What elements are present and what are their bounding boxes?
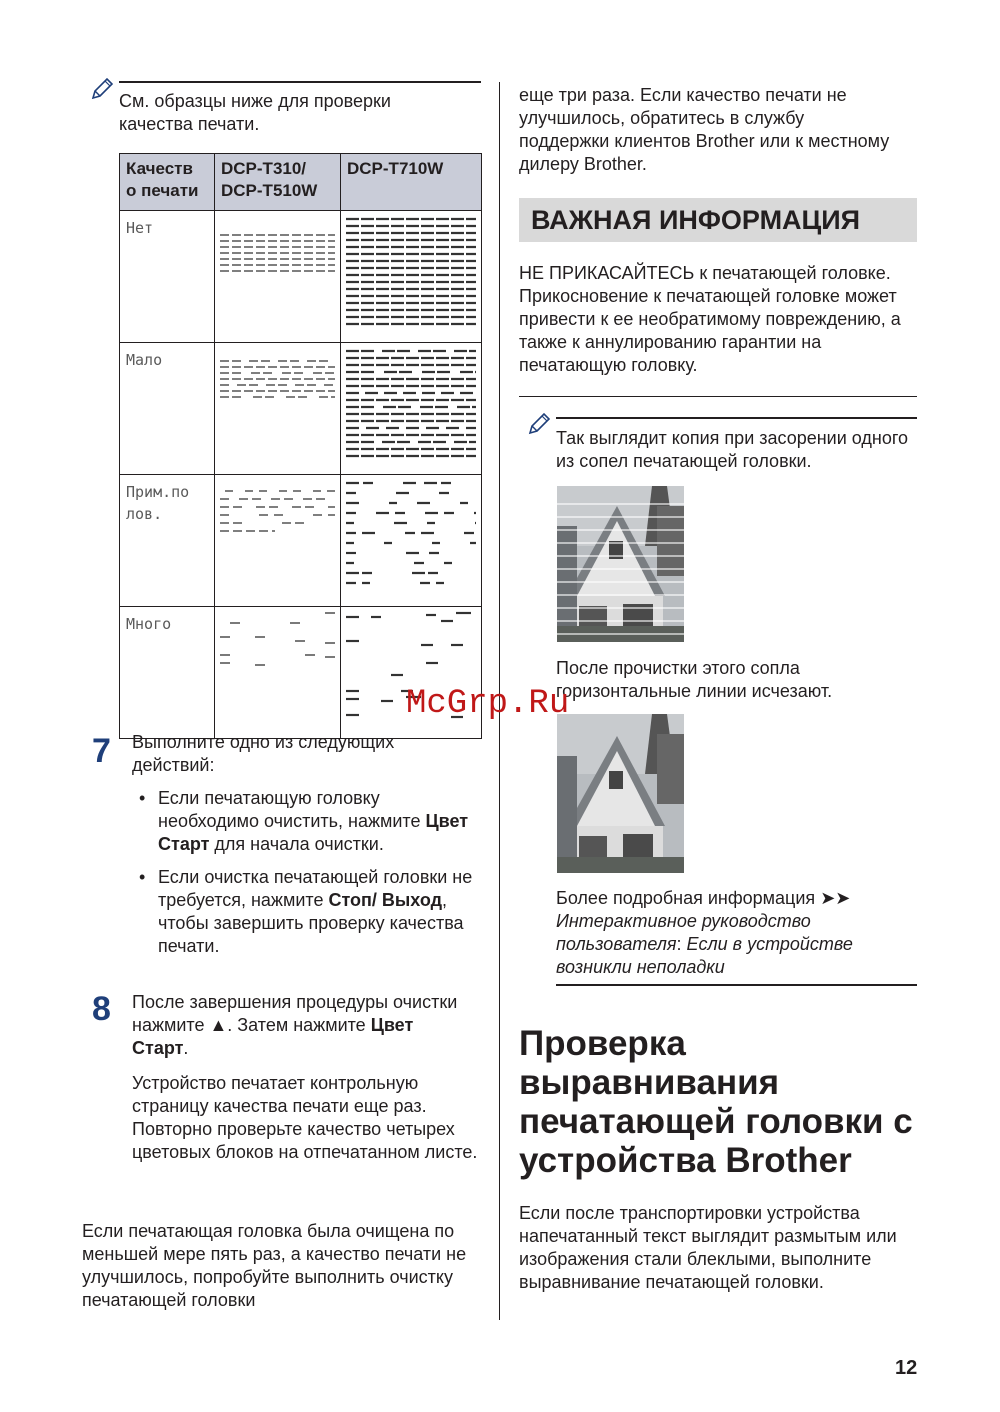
header-quality: Качеств о печати <box>120 154 215 211</box>
row-label-many: Много <box>120 607 215 739</box>
pattern-cell <box>341 343 482 475</box>
house-photo-with-lines <box>557 486 684 642</box>
bullet1-text: Если печатающую головку необходимо очистить, нажмите <box>158 788 426 831</box>
test-pattern-few-large <box>341 343 481 461</box>
pencil-note-icon <box>526 411 552 437</box>
important-title: ВАЖНАЯ ИНФОРМАЦИЯ <box>531 205 861 235</box>
section-title: Проверка выравнивания печатающей головки с устройства Brother <box>519 1024 913 1180</box>
header-dcp-t710: DCP-T710W <box>341 154 482 211</box>
note-top-rule <box>556 417 917 419</box>
important-banner <box>519 198 917 242</box>
page-number: 12 <box>895 1357 918 1379</box>
test-pattern-half-small <box>215 475 340 593</box>
step8-key-color-start: Цвет Старт <box>132 1015 414 1058</box>
pattern-cell <box>215 475 341 607</box>
test-pattern-few-small <box>215 343 340 461</box>
right-note-text-1: Так выглядит копия при засорении одного из сопел печатающей головки. <box>556 428 909 471</box>
pattern-cell <box>215 607 341 739</box>
step7-bullet-2 <box>158 866 482 958</box>
note-top-rule <box>119 81 481 83</box>
house-photo-clean <box>557 714 684 873</box>
header-dcp-t310: DCP-T310/ DCP-T510W <box>215 154 341 211</box>
row-label-half: Прим.по лов. <box>120 475 215 607</box>
more-info-topic: Если в устройстве возникли неполадки <box>556 934 853 977</box>
table-row <box>120 475 482 607</box>
pattern-cell <box>341 475 482 607</box>
pattern-cell <box>215 211 341 343</box>
right-note-text-2: После прочистки этого сопла горизонтальные линии исчезают. <box>556 658 833 701</box>
test-pattern-half-large <box>341 475 481 593</box>
table-row <box>120 211 482 343</box>
bullet-dot: • <box>139 788 146 808</box>
bullet1-key-color-start: Цвет Старт <box>158 811 469 854</box>
right-top-paragraph: еще три раза. Если качество печати не улучшилось, обратитесь в службу поддержки клиентов Brother или к местному дилеру Brother. <box>519 85 890 174</box>
watermark: McGrp.Ru <box>406 685 570 723</box>
bullet2-key-stop-exit: Стоп/ Выход <box>328 890 443 910</box>
step8-text <box>132 991 462 1060</box>
double-arrow-icon: ➤➤ <box>820 888 851 908</box>
left-note-text: См. образцы ниже для проверки качества печати. <box>119 91 391 134</box>
important-bottom-rule <box>519 396 917 397</box>
section-text: Если после транспортировки устройства напечатанный текст выглядит размытым или изображения стали блеклыми, выполните выравнивание печатающей головки. <box>519 1203 897 1292</box>
pattern-cell <box>215 343 341 475</box>
bullet1-tail: для начала очистки. <box>209 834 384 854</box>
test-pattern-many-small <box>215 607 340 725</box>
print-quality-table <box>119 153 482 739</box>
step8-paragraph: Устройство печатает контрольную страницу качества печати еще раз. Повторно проверьте качество четырех цветовых блоков на отпечатанном листе. <box>132 1073 478 1162</box>
important-text: НЕ ПРИКАСАЙТЕСЬ к печатающей головке. Прикосновение к печатающей головке может привести к ее необратимому повреждению, а также к аннулированию гарантии на печатающую головку. <box>519 263 901 375</box>
more-info-lead: Более подробная информация <box>556 888 821 908</box>
more-info <box>556 887 911 979</box>
note-bottom-rule <box>556 984 917 986</box>
pencil-note-icon <box>89 76 115 102</box>
step7-bullet-1 <box>158 787 478 856</box>
more-info-colon: : <box>676 934 687 954</box>
step7-intro: Выполните одно из следующих действий: <box>132 732 395 775</box>
left-bottom-paragraph: Если печатающая головка была очищена по меньшей мере пять раз, а качество печати не улучшилось, попробуйте выполнить очистку печатающей головки <box>82 1221 467 1310</box>
test-pattern-none-small <box>215 211 340 329</box>
table-row <box>120 343 482 475</box>
bullet2-text: Если очистка печатающей головки не требуется, нажмите <box>158 867 473 910</box>
row-label-few: Мало <box>120 343 215 475</box>
step-number-8: 8 <box>92 990 111 1028</box>
bullet-dot: • <box>139 867 146 887</box>
pattern-cell <box>341 211 482 343</box>
step8-line: После завершения процедуры очистки нажмите ▲. Затем нажмите <box>132 992 458 1035</box>
test-pattern-none-large <box>341 211 481 329</box>
bullet2-tail: , чтобы завершить проверку качества печати. <box>158 890 464 956</box>
step8-tail: . <box>183 1038 189 1058</box>
row-label-none: Нет <box>120 211 215 343</box>
more-info-guide-title: Интерактивное руководство пользователя <box>556 911 811 954</box>
step-number-7: 7 <box>92 732 111 770</box>
